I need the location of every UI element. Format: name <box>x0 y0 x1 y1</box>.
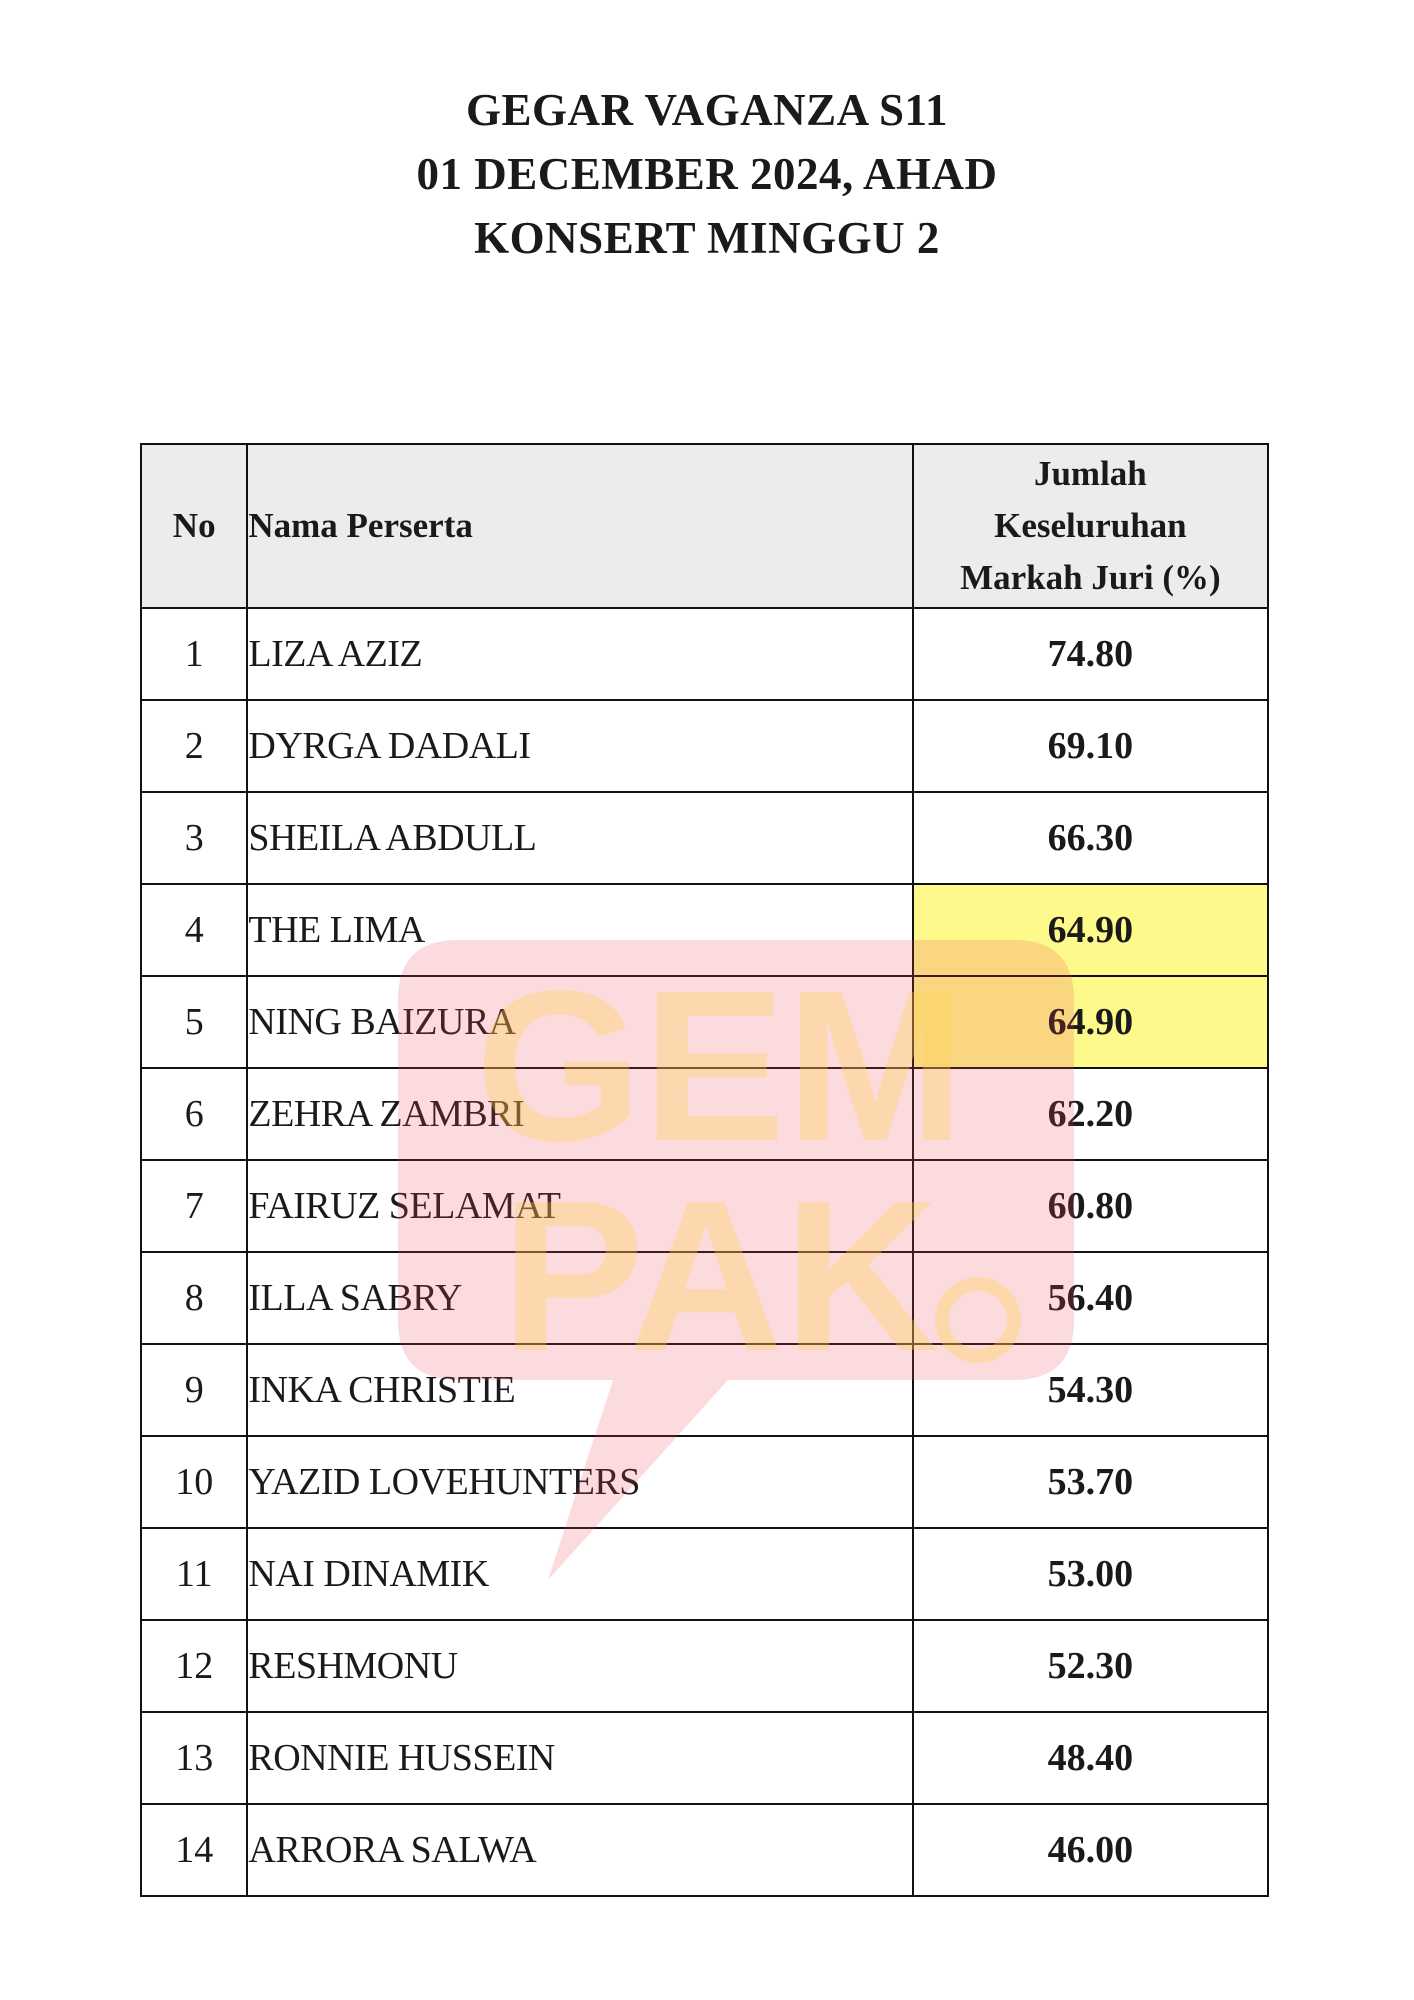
table-row <box>141 1252 1268 1344</box>
participant-name: LIZA AZIZ <box>247 608 912 700</box>
header-score-line: Keseluruhan <box>994 506 1187 545</box>
row-number: 4 <box>141 884 247 976</box>
results-table <box>140 443 1269 1897</box>
title-line-show: GEGAR VAGANZA S11 <box>466 85 948 135</box>
table-row <box>141 1436 1268 1528</box>
row-number: 7 <box>141 1160 247 1252</box>
participant-score: 54.30 <box>913 1344 1268 1436</box>
participant-score: 60.80 <box>913 1160 1268 1252</box>
participant-name: RONNIE HUSSEIN <box>247 1712 912 1804</box>
table-row <box>141 1528 1268 1620</box>
participant-score: 53.70 <box>913 1436 1268 1528</box>
participant-score: 69.10 <box>913 700 1268 792</box>
row-number: 2 <box>141 700 247 792</box>
watermark-text-bottom: PAK <box>501 1155 939 1396</box>
participant-score: 53.00 <box>913 1528 1268 1620</box>
header-score-line: Markah Juri (%) <box>960 558 1221 597</box>
table-row <box>141 1712 1268 1804</box>
table-row <box>141 700 1268 792</box>
participant-name: YAZID LOVEHUNTERS <box>247 1436 912 1528</box>
participant-score: 52.30 <box>913 1620 1268 1712</box>
participant-score: 46.00 <box>913 1804 1268 1896</box>
row-number: 5 <box>141 976 247 1068</box>
row-number: 1 <box>141 608 247 700</box>
table-row <box>141 1344 1268 1436</box>
header-no: No <box>141 444 247 608</box>
header-score <box>913 444 1268 608</box>
participant-name: ARRORA SALWA <box>247 1804 912 1896</box>
participant-name: SHEILA ABDULL <box>247 792 912 884</box>
table-row <box>141 884 1268 976</box>
row-number: 3 <box>141 792 247 884</box>
document-title <box>0 78 1414 270</box>
row-number: 8 <box>141 1252 247 1344</box>
participant-name: DYRGA DADALI <box>247 700 912 792</box>
table-row <box>141 1068 1268 1160</box>
participant-name: FAIRUZ SELAMAT <box>247 1160 912 1252</box>
participant-name: ZEHRA ZAMBRI <box>247 1068 912 1160</box>
participant-name: ILLA SABRY <box>247 1252 912 1344</box>
participant-score: 56.40 <box>913 1252 1268 1344</box>
participant-score: 66.30 <box>913 792 1268 884</box>
row-number: 12 <box>141 1620 247 1712</box>
table-row <box>141 1620 1268 1712</box>
participant-name: INKA CHRISTIE <box>247 1344 912 1436</box>
table-row <box>141 1804 1268 1896</box>
row-number: 9 <box>141 1344 247 1436</box>
table-body <box>141 608 1268 1896</box>
participant-name: RESHMONU <box>247 1620 912 1712</box>
participant-name: NAI DINAMIK <box>247 1528 912 1620</box>
title-line-date: 01 DECEMBER 2024, AHAD <box>416 149 998 199</box>
participant-name: THE LIMA <box>247 884 912 976</box>
participant-score-highlighted: 64.90 <box>913 884 1268 976</box>
row-number: 14 <box>141 1804 247 1896</box>
row-number: 6 <box>141 1068 247 1160</box>
row-number: 11 <box>141 1528 247 1620</box>
table-row <box>141 608 1268 700</box>
row-number: 10 <box>141 1436 247 1528</box>
participant-score: 74.80 <box>913 608 1268 700</box>
table-row <box>141 976 1268 1068</box>
watermark-text-top: GEM <box>475 945 965 1186</box>
header-name: Nama Perserta <box>247 444 912 608</box>
participant-score: 62.20 <box>913 1068 1268 1160</box>
title-line-concert: KONSERT MINGGU 2 <box>474 213 940 263</box>
results-table-container <box>140 443 1269 1897</box>
table-row <box>141 792 1268 884</box>
participant-name: NING BAIZURA <box>247 976 912 1068</box>
header-score-line: Jumlah <box>1033 454 1147 493</box>
participant-score-highlighted: 64.90 <box>913 976 1268 1068</box>
table-header-row <box>141 444 1268 608</box>
row-number: 13 <box>141 1712 247 1804</box>
table-row <box>141 1160 1268 1252</box>
participant-score: 48.40 <box>913 1712 1268 1804</box>
